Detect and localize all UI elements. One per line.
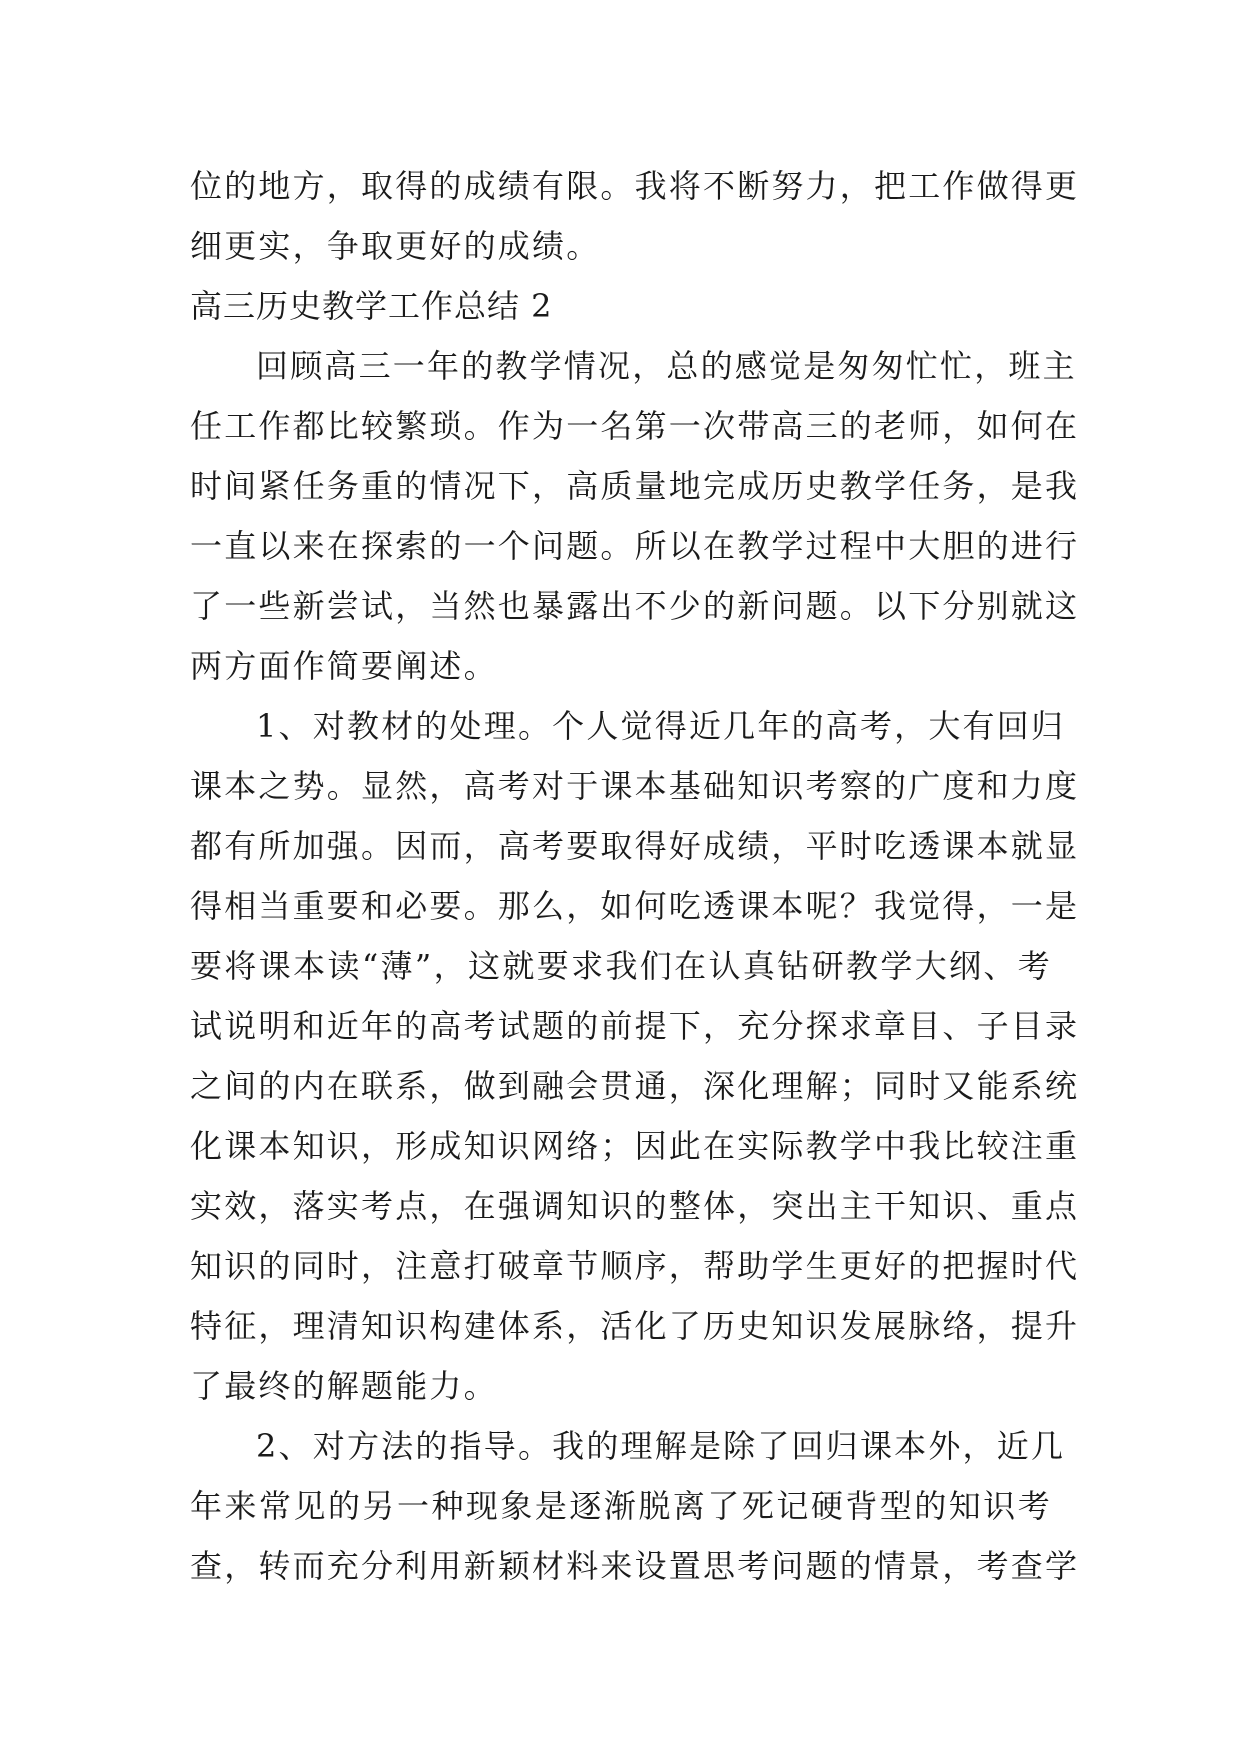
text-line: 都有所加强。因而，高考要取得好成绩，平时吃透课本就显 <box>190 827 1080 865</box>
document-body <box>190 156 1080 1596</box>
text-line: 化课本知识，形成知识网络；因此在实际教学中我比较注重 <box>190 1127 1080 1165</box>
text-line: 年来常见的另一种现象是逐渐脱离了死记硬背型的知识考 <box>190 1487 1052 1525</box>
text-line: 任工作都比较繁琐。作为一名第一次带高三的老师，如何在 <box>190 407 1080 445</box>
text-line: 了一些新尝试，当然也暴露出不少的新问题。以下分别就这 <box>190 587 1080 625</box>
text-line: 课本之势。显然，高考对于课本基础知识考察的广度和力度 <box>190 767 1080 805</box>
text-line: 要将课本读“薄”，这就要求我们在认真钻研教学大纲、考 <box>190 947 1052 985</box>
text-line: 回顾高三一年的教学情况，总的感觉是匆匆忙忙，班主 <box>256 347 1077 385</box>
text-line: 试说明和近年的高考试题的前提下，充分探求章目、子目录 <box>190 1007 1080 1045</box>
text-line: 两方面作简要阐述。 <box>190 647 498 685</box>
text-line: 查，转而充分利用新颖材料来设置思考问题的情景，考查学 <box>190 1547 1080 1585</box>
text-line: 一直以来在探索的一个问题。所以在教学过程中大胆的进行 <box>190 527 1080 565</box>
text-line: 得相当重要和必要。那么，如何吃透课本呢？我觉得，一是 <box>190 887 1080 925</box>
text-line: 实效，落实考点，在强调知识的整体，突出主干知识、重点 <box>190 1187 1080 1225</box>
text-line: 知识的同时，注意打破章节顺序，帮助学生更好的把握时代 <box>190 1247 1080 1285</box>
text-line: 特征，理清知识构建体系，活化了历史知识发展脉络，提升 <box>190 1307 1080 1345</box>
text-line: 时间紧任务重的情况下，高质量地完成历史教学任务，是我 <box>190 467 1080 505</box>
text-line: 1、对教材的处理。个人觉得近几年的高考，大有回归 <box>256 707 1066 745</box>
text-line: 细更实，争取更好的成绩。 <box>190 227 601 265</box>
text-line: 2、对方法的指导。我的理解是除了回归课本外，近几 <box>256 1427 1066 1465</box>
text-line: 了最终的解题能力。 <box>190 1367 498 1405</box>
text-line: 位的地方，取得的成绩有限。我将不断努力，把工作做得更 <box>190 167 1080 205</box>
text-line: 之间的内在联系，做到融会贯通，深化理解；同时又能系统 <box>190 1067 1080 1105</box>
section-heading: 高三历史教学工作总结 2 <box>190 287 553 325</box>
